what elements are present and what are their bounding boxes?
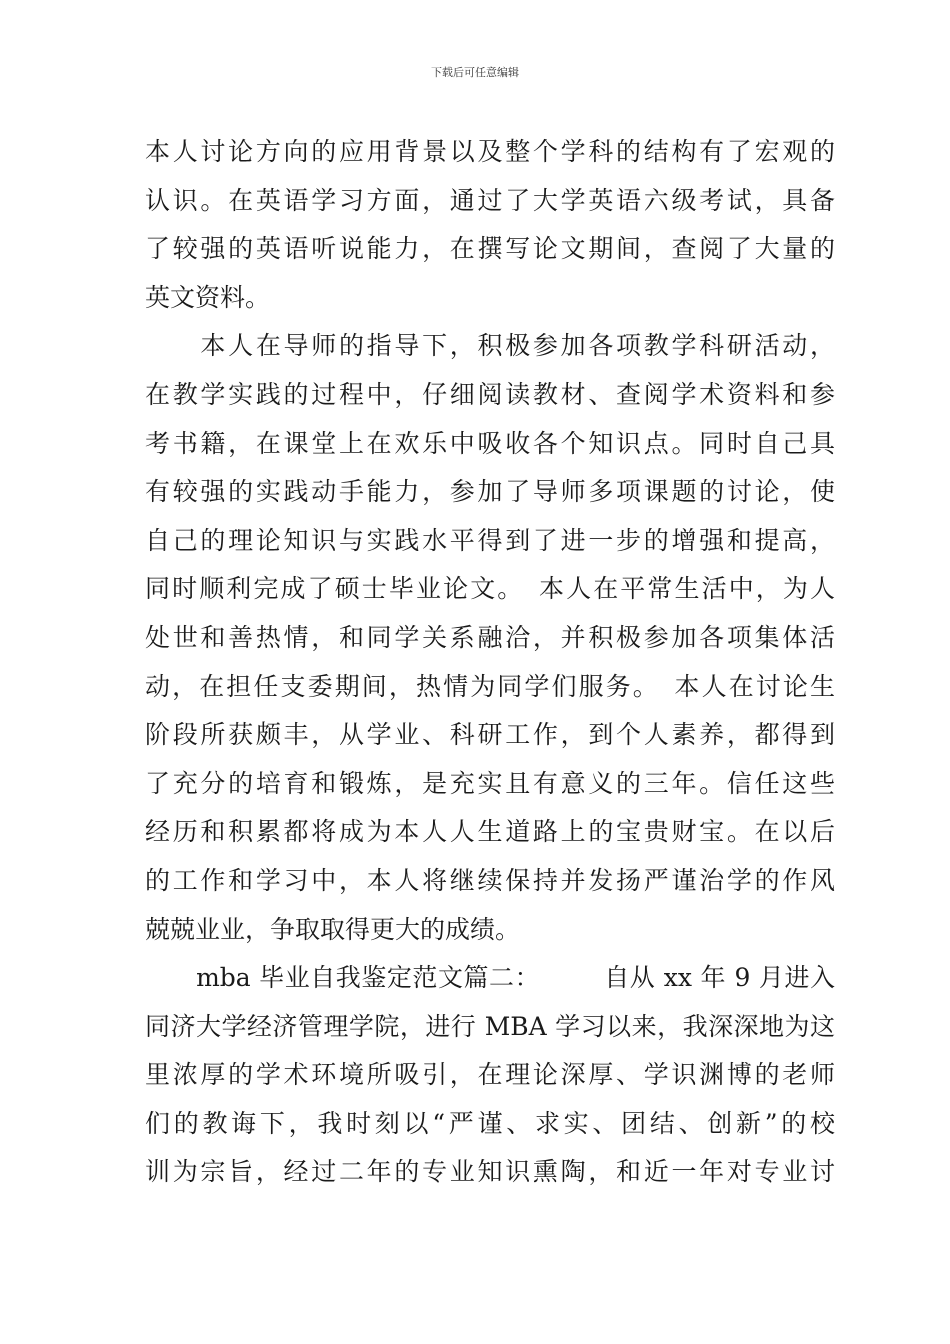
text-line: 阶段所获颇丰，从学业、科研工作，到个人素养，都得到: [145, 720, 835, 750]
text-line: 考书籍，在课堂上在欢乐中吸收各个知识点。同时自己具: [145, 428, 835, 458]
text-line: 本人讨论方向的应用背景以及整个学科的结构有了宏观的: [145, 137, 835, 166]
document-body: [145, 128, 835, 1197]
text-line: 同时顺利完成了硕士毕业论文。 本人在平常生活中，为人: [145, 574, 835, 604]
text-line: 在教学实践的过程中，仔细阅读教材、查阅学术资料和参: [145, 379, 835, 409]
text-line: mba 毕业自我鉴定范文篇二： 自从 xx 年 9 月进入: [145, 963, 835, 993]
text-line: 同济大学经济管理学院，进行 MBA 学习以来，我深深地为这: [145, 1011, 835, 1041]
text-line: 动，在担任支委期间，热情为同学们服务。 本人在讨论生: [145, 671, 835, 701]
text-line: 兢兢业业，争取取得更大的成绩。: [145, 914, 521, 944]
text-line: 自己的理论知识与实践水平得到了进一步的增强和提高，: [145, 525, 835, 555]
text-line: 经历和积累都将成为本人人生道路上的宝贵财宝。在以后: [145, 817, 835, 847]
text-line: 训为宗旨，经过二年的专业知识熏陶，和近一年对专业讨: [145, 1157, 835, 1187]
text-line: 的工作和学习中，本人将继续保持并发扬严谨治学的作风: [145, 865, 835, 895]
text-line: 里浓厚的学术环境所吸引，在理论深厚、学识渊博的老师: [145, 1060, 835, 1090]
text-line: 本人在导师的指导下，积极参加各项教学科研活动，: [145, 331, 835, 361]
page-header: 下载后可任意编辑: [431, 66, 519, 79]
text-line: 认识。在英语学习方面，通过了大学英语六级考试，具备: [145, 185, 835, 215]
text-line: 有较强的实践动手能力，参加了导师多项课题的讨论，使: [145, 477, 835, 507]
text-line: 了较强的英语听说能力，在撰写论文期间，查阅了大量的: [145, 234, 835, 264]
text-line: 处世和善热情，和同学关系融洽，并积极参加各项集体活: [145, 622, 835, 652]
text-line: 英文资料。: [145, 282, 271, 312]
text-line: 们的教诲下，我时刻以“严谨、求实、团结、创新”的校: [145, 1108, 835, 1138]
text-line: 了充分的培育和锻炼，是充实且有意义的三年。信任这些: [145, 768, 835, 798]
